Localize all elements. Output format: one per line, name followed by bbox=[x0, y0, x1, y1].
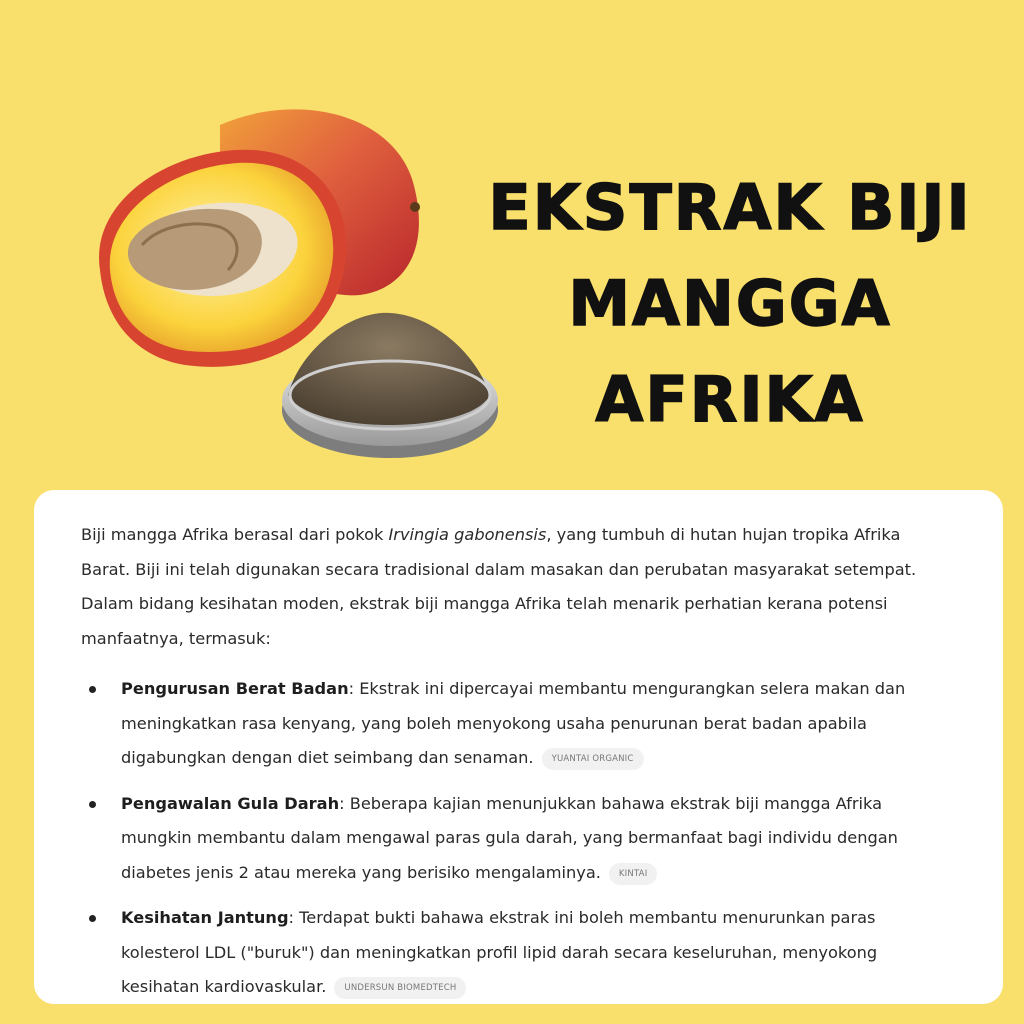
list-item bbox=[81, 901, 953, 1004]
title-line: AFRIKA bbox=[595, 363, 865, 436]
benefit-term: Kesihatan Jantung bbox=[121, 908, 289, 927]
info-card bbox=[34, 490, 1003, 1004]
benefit-text: : Ekstrak ini dipercayai membantu mengurangkan selera makan dan meningkatkan rasa kenyang, yang boleh menyokong usaha penurunan berat badan apabila digabungkan dengan diet seimbang dan senaman. bbox=[121, 679, 906, 767]
benefit-list bbox=[81, 672, 953, 1004]
source-badge[interactable]: KINTAI bbox=[609, 863, 658, 885]
species-name: Irvingia gabonensis bbox=[388, 525, 547, 544]
bullet-icon bbox=[89, 686, 96, 693]
intro-text: Biji mangga Afrika berasal dari pokok bbox=[81, 525, 389, 544]
powder-bowl-icon bbox=[282, 313, 498, 458]
intro-text: , yang tumbuh di hutan hujan tropika Afrika Barat. Biji ini telah digunakan secara tradisional dalam masakan dan perubatan masyarakat setempat. Dalam bidang kesihatan moden, ekstrak biji mangga Afrika telah menarik perhatian kerana potensi manfaatnya, termasuk: bbox=[81, 525, 917, 648]
source-badge[interactable]: YUANTAI ORGANIC bbox=[542, 748, 644, 770]
benefit-text: : Terdapat bukti bahawa ekstrak ini boleh membantu menurunkan paras kolesterol LDL ("buruk") dan meningkatkan profil lipid darah secara keseluruhan, menyokong kesihatan kardiovaskular. bbox=[121, 908, 878, 996]
title-line: EKSTRAK BIJI bbox=[488, 171, 972, 244]
source-badge[interactable]: UNDERSUN BIOMEDTECH bbox=[334, 977, 466, 999]
bullet-icon bbox=[89, 915, 96, 922]
list-item bbox=[81, 672, 953, 776]
page-title bbox=[480, 160, 980, 448]
bullet-icon bbox=[89, 801, 96, 808]
title-line: MANGGA bbox=[568, 267, 892, 340]
intro-paragraph bbox=[81, 518, 953, 656]
half-mango-icon bbox=[99, 150, 346, 367]
mango-seed-illustration bbox=[70, 95, 510, 485]
benefit-text: : Beberapa kajian menunjukkan bahawa ekstrak biji mangga Afrika mungkin membantu dalam mengawal paras gula darah, yang bermanfaat bagi individu dengan diabetes jenis 2 atau mereka yang berisiko mengalaminya. bbox=[121, 793, 898, 882]
benefit-term: Pengurusan Berat Badan bbox=[121, 679, 349, 698]
benefit-term: Pengawalan Gula Darah bbox=[121, 793, 340, 813]
list-item bbox=[81, 787, 953, 891]
